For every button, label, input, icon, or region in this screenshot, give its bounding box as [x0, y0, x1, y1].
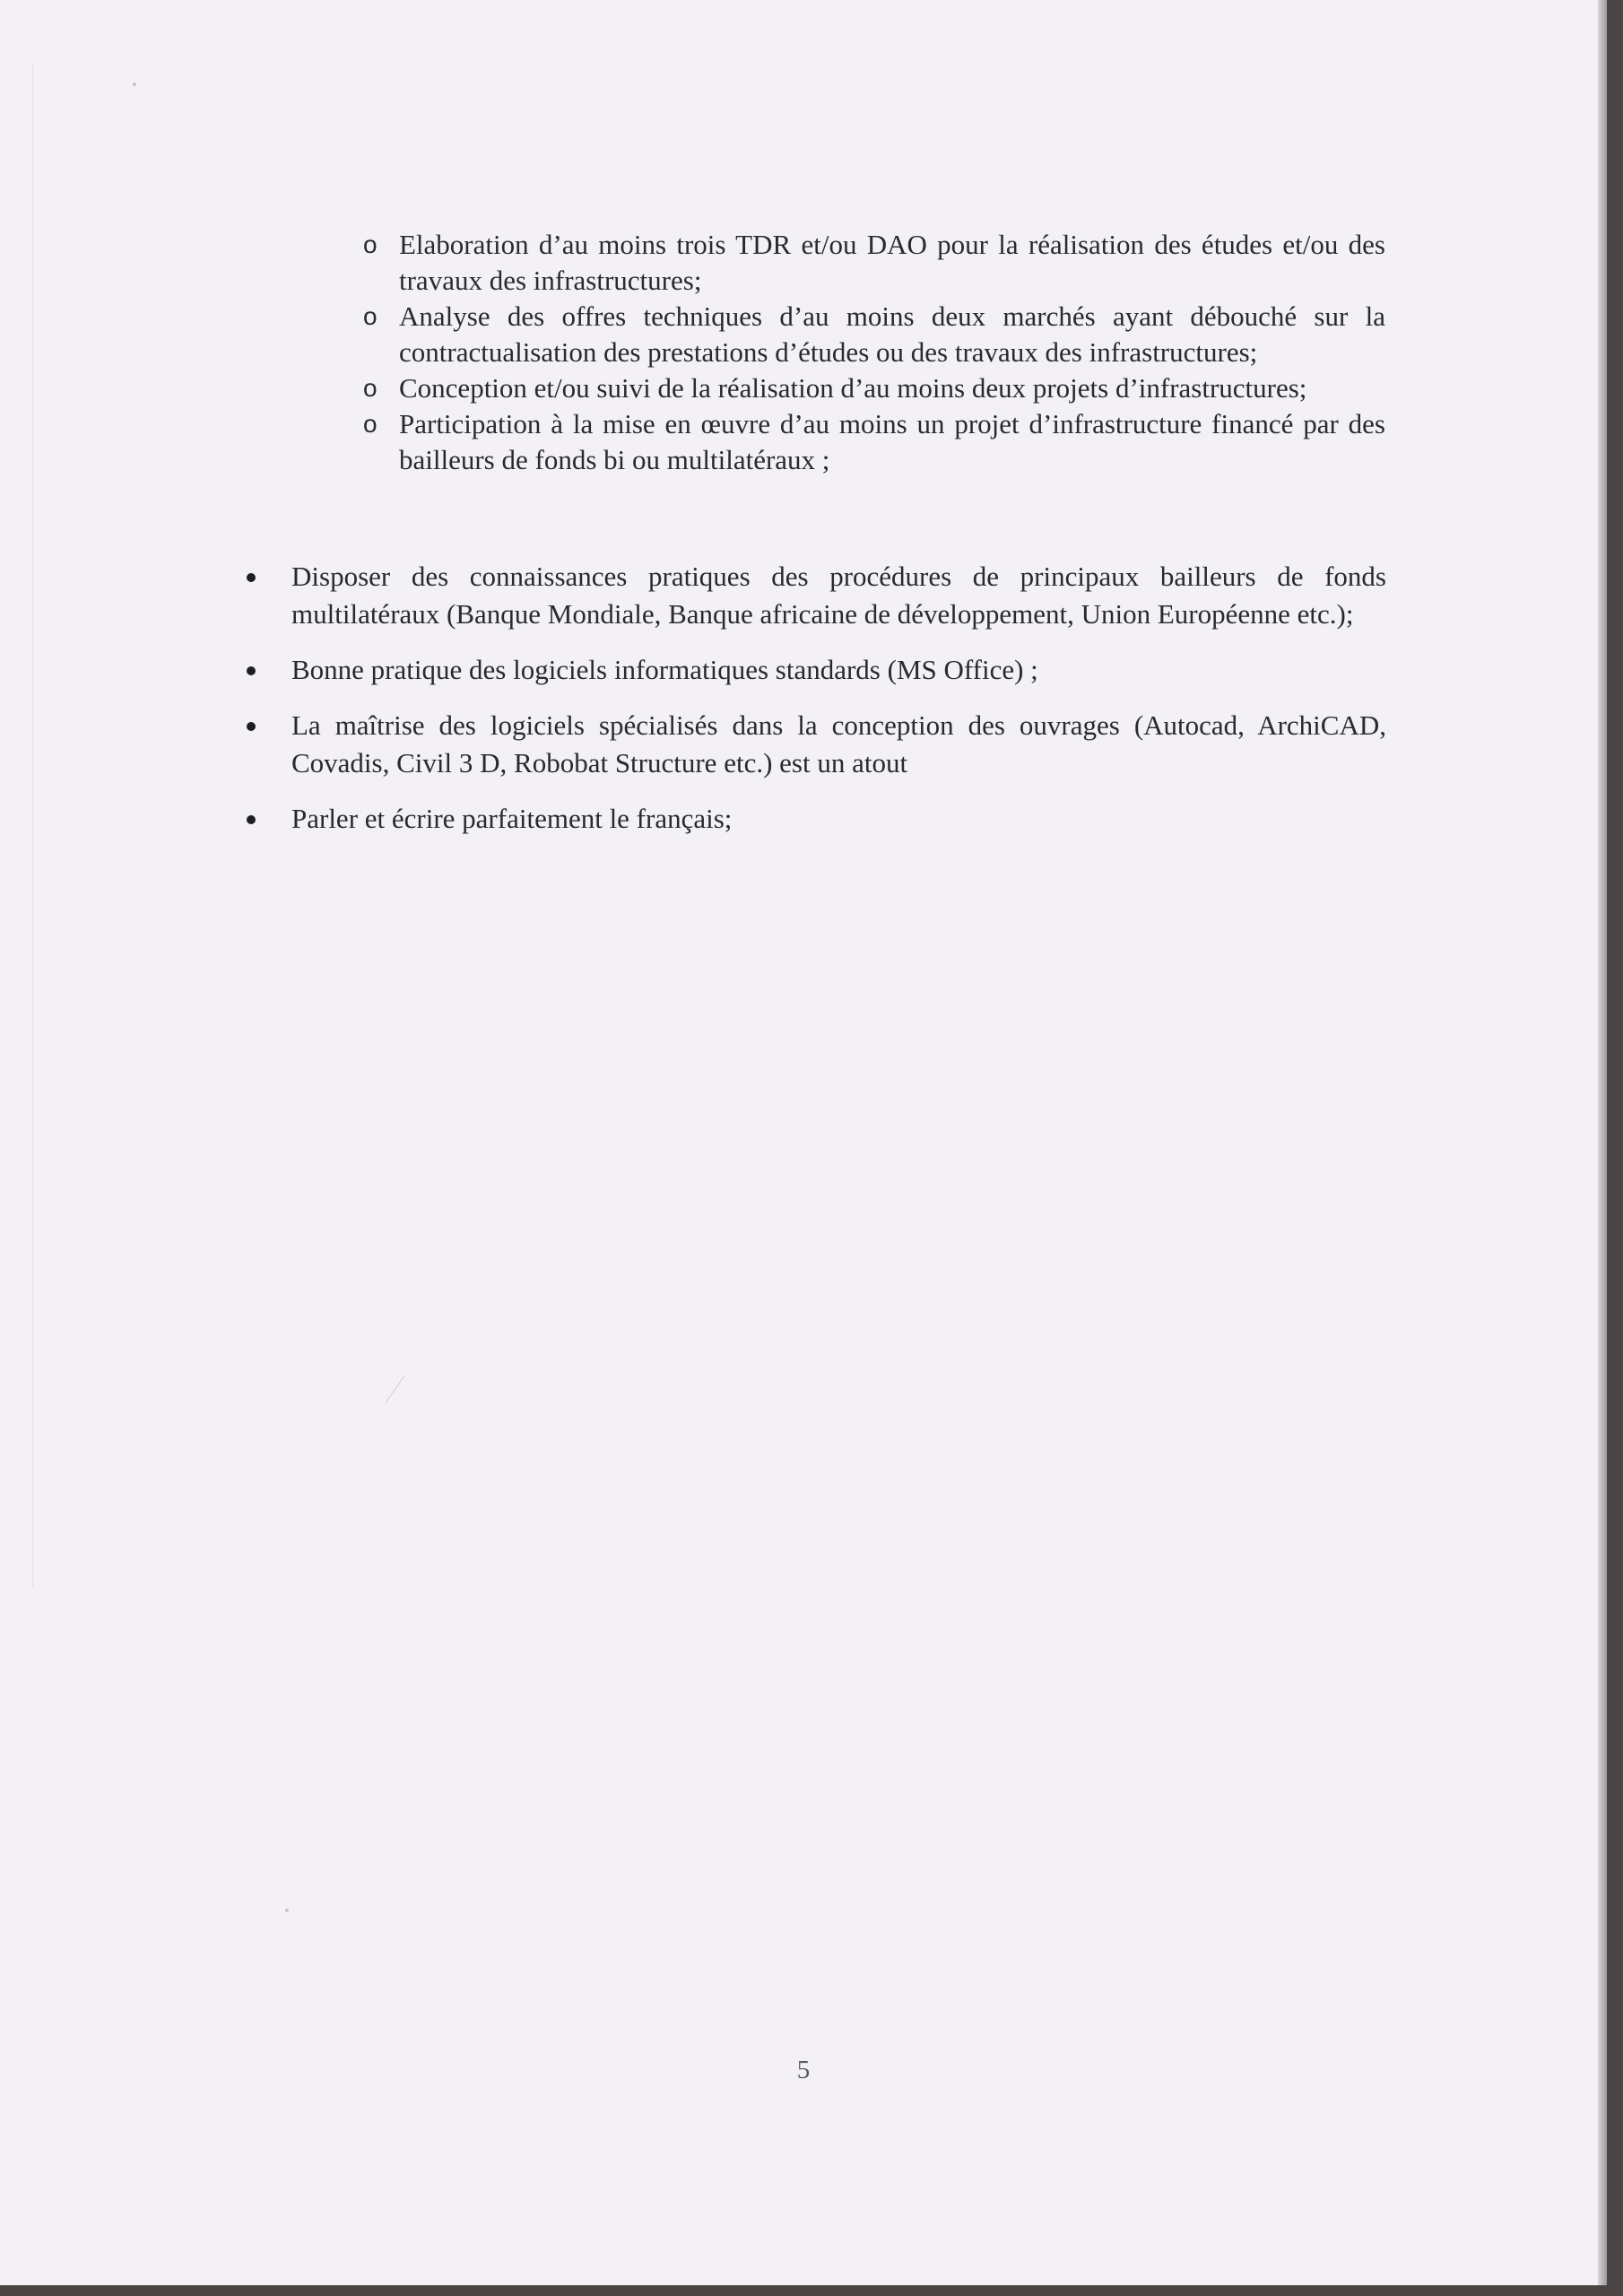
page-number: 5: [796, 2056, 811, 2084]
bullet-dot-icon: [247, 573, 256, 582]
sub-list-item: [363, 227, 1385, 299]
sub-item-text: Analyse des offres techniques d’au moins deux marchés ayant débouché sur la contractualisation des prestations d’études ou des travaux des infrastructures;: [399, 300, 1385, 368]
bullet-dot-icon: [247, 722, 256, 731]
hollow-bullet-icon: o: [363, 374, 378, 402]
main-list-item: [244, 707, 1386, 782]
main-item-text: La maîtrise des logiciels spécialisés dans la conception des ouvrages (Autocad, ArchiCAD, Covadis, Civil 3 D, Robobat Structure etc.) est un atout: [291, 709, 1386, 778]
main-bullet-list: [244, 558, 1386, 856]
sub-item-text: Elaboration d’au moins trois TDR et/ou DAO pour la réalisation des études et/ou des travaux des infrastructures;: [399, 229, 1385, 296]
sub-list-item: [363, 299, 1385, 370]
hollow-bullet-icon: o: [363, 230, 378, 258]
scan-scratch: [385, 1375, 405, 1404]
bullet-dot-icon: [247, 666, 256, 675]
sub-list-item: [363, 370, 1385, 406]
scan-fold-line: [32, 63, 33, 1587]
sub-item-text: Conception et/ou suivi de la réalisation d’au moins deux projets d’infrastructures;: [399, 372, 1307, 404]
main-item-text: Disposer des connaissances pratiques des procédures de principaux bailleurs de fonds multilatéraux (Banque Mondiale, Banque africaine de développement, Union Européenne etc.);: [291, 561, 1386, 630]
scan-speck: [133, 83, 136, 86]
bullet-dot-icon: [247, 815, 256, 824]
sub-item-text: Participation à la mise en œuvre d’au moins un projet d’infrastructure financé par des bailleurs de fonds bi ou multilatéraux ;: [399, 408, 1385, 475]
main-list-item: [244, 800, 1386, 838]
main-list-item: [244, 651, 1386, 689]
hollow-bullet-icon: o: [363, 410, 378, 438]
main-list-item: [244, 558, 1386, 633]
scan-speck: [285, 1909, 289, 1912]
hollow-bullet-icon: o: [363, 302, 378, 330]
main-item-text: Bonne pratique des logiciels informatiques standards (MS Office) ;: [291, 654, 1038, 685]
sub-list-item: [363, 406, 1385, 478]
page-edge-shadow: [1598, 0, 1607, 2285]
sub-bullet-list: [363, 227, 1385, 478]
main-item-text: Parler et écrire parfaitement le français;: [291, 803, 733, 834]
